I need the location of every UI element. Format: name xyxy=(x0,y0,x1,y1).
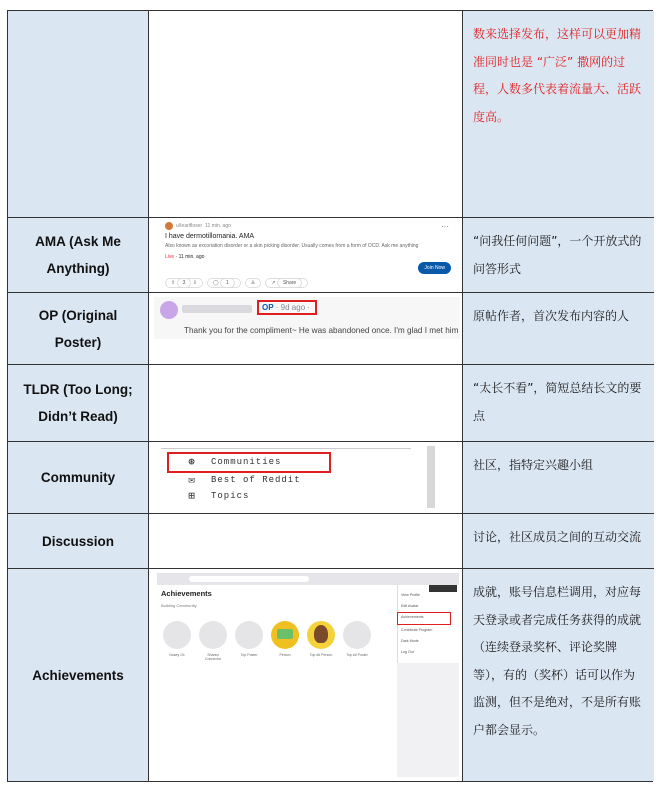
example-cell xyxy=(149,218,463,292)
table-row xyxy=(8,218,654,293)
post-meta xyxy=(165,222,455,230)
community-menu-screenshot xyxy=(161,446,453,508)
table-row xyxy=(8,11,654,218)
example-cell xyxy=(149,514,463,568)
term-cell: Achievements xyxy=(8,569,149,781)
menu-item-communities: ⊛ Communities xyxy=(185,455,281,469)
example-cell xyxy=(149,442,463,513)
menu-item-best-of-reddit: ✉ Best of Reddit xyxy=(185,473,301,487)
term-cell xyxy=(8,11,149,217)
ama-post-screenshot xyxy=(165,222,455,290)
example-cell xyxy=(149,293,463,364)
description-cell: “太长不看”，简短总结长文的要点 xyxy=(463,365,654,441)
menu-item: Dark Mode xyxy=(401,639,419,643)
share-button: ↗ Share xyxy=(265,278,308,288)
description-cell: 原帖作者，首次发布内容的人 xyxy=(463,293,654,364)
table-row xyxy=(8,569,654,781)
address-bar xyxy=(189,576,309,582)
comment-text: Thank you for the compliment~ He was abandoned once. I'm glad I met him xyxy=(184,326,459,335)
badge-label: Shared Connector xyxy=(204,653,222,661)
divider xyxy=(161,448,411,449)
term-cell: AMA (Ask Me Anything) xyxy=(8,218,149,292)
term-cell: TLDR (Too Long; Didn’t Read) xyxy=(8,365,149,441)
menu-item-achievements: Achievements xyxy=(401,615,424,619)
post-body: Also known as excoriation disorder or a skin picking disorder. Usually comes from a form of OCD. Ask me anything xyxy=(165,243,419,249)
comment-counter: ◯ 1 xyxy=(207,278,241,288)
tooltip xyxy=(429,585,457,592)
description-cell: 社区，指特定兴趣小组 xyxy=(463,442,654,513)
award-icon: ♙ xyxy=(245,278,261,288)
op-comment-screenshot xyxy=(154,297,460,339)
post-time: 11 min. ago xyxy=(205,223,231,229)
example-cell xyxy=(149,11,463,217)
live-status: Live · 11 min. ago xyxy=(165,254,205,260)
join-now-button: Join Now xyxy=(418,262,451,274)
post-actions xyxy=(165,278,308,288)
vote-counter: ⇧ 3 ⇩ xyxy=(165,278,203,288)
badge-label: Top ## Poster xyxy=(346,653,368,657)
term-cell: Community xyxy=(8,442,149,513)
avatar xyxy=(165,222,173,230)
post-author: u/Iearifloser xyxy=(176,223,203,229)
person-icon xyxy=(314,625,328,643)
achievements-panel xyxy=(157,585,397,777)
menu-item: Contribute Program xyxy=(401,628,433,632)
table-row xyxy=(8,514,654,569)
badge xyxy=(235,621,263,649)
badge-label: Nosey Ox xyxy=(169,653,185,657)
badge xyxy=(163,621,191,649)
table-row xyxy=(8,442,654,514)
trophy-icon xyxy=(277,629,293,639)
browser-bar xyxy=(157,573,459,585)
glossary-table xyxy=(7,10,653,782)
more-options-icon: ··· xyxy=(441,222,449,231)
post-title: I have dermotillomania. AMA xyxy=(165,233,255,240)
avatar xyxy=(160,301,178,319)
term-cell: OP (Original Poster) xyxy=(8,293,149,364)
grid-icon: ⊞ xyxy=(188,491,196,503)
badge xyxy=(343,621,371,649)
section-label: Building Community xyxy=(161,603,197,608)
description-cell: “问我任何问题”，一个开放式的问答形式 xyxy=(463,218,654,292)
badge-label: Top ## Person xyxy=(309,653,333,657)
op-tag-highlight: OP · 9d ago · xyxy=(257,300,317,315)
achievements-heading: Achievements xyxy=(161,589,212,598)
table-row xyxy=(8,293,654,365)
description-cell: 成就，账号信息栏调用，对应每天登录或者完成任务获得的成就（连续登录奖杯、评论奖牌等），有的（奖杯）话可以作为监测，但不是绝对，不是所有账户都会显示。 xyxy=(463,569,654,781)
term-cell: Discussion xyxy=(8,514,149,568)
blurred-username xyxy=(182,305,252,313)
description-cell: 数来选择发布，这样可以更加精准同时也是 “广泛” 撒网的过程，人数多代表着流量大、活跃度高。 xyxy=(463,11,654,217)
envelope-icon: ✉ xyxy=(188,475,196,487)
description-cell: 讨论，社区成员之间的互动交流 xyxy=(463,514,654,568)
table-row xyxy=(8,365,654,442)
badge-label: Person xyxy=(279,653,291,657)
reddit-icon: ⊛ xyxy=(188,457,196,469)
achievements-screenshot xyxy=(157,573,459,777)
menu-item: Edit Avatar xyxy=(401,604,419,608)
menu-item-topics: ⊞ Topics xyxy=(185,489,249,503)
example-cell xyxy=(149,365,463,441)
badge xyxy=(199,621,227,649)
scrollbar xyxy=(427,446,435,508)
menu-item: Log Out xyxy=(401,650,414,654)
menu-item: View Profile xyxy=(401,593,420,597)
example-cell xyxy=(149,569,463,781)
badge-label: Top Poster xyxy=(240,653,258,657)
